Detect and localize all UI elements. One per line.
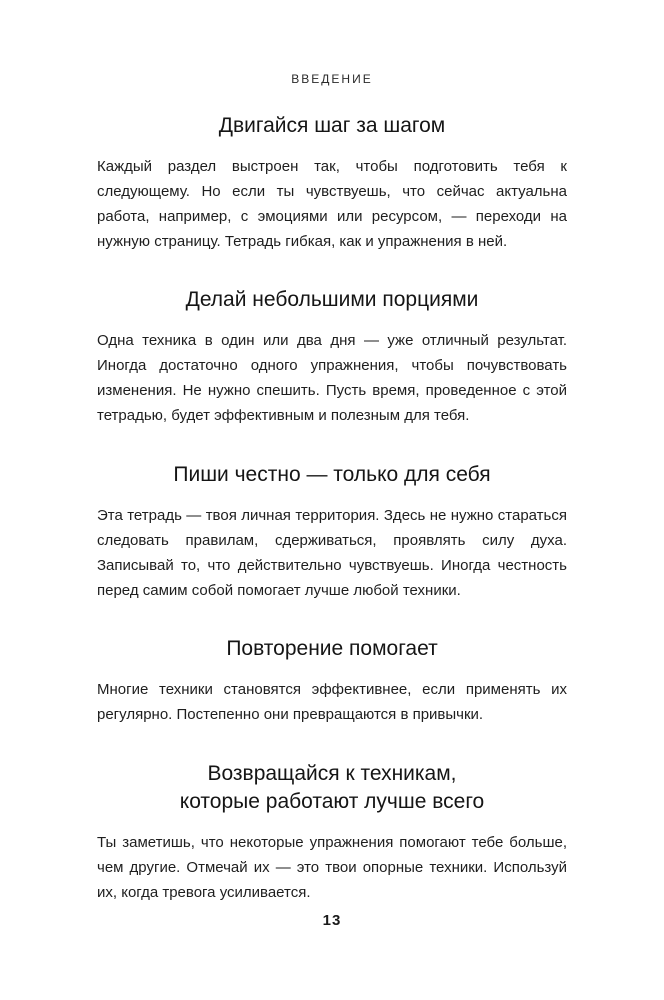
section-return-to-techniques — [97, 760, 567, 905]
section-heading: Двигайся шаг за шагом — [218, 114, 446, 137]
page-content — [97, 112, 567, 905]
section-heading-line-2: которые работают лучше всего — [179, 790, 485, 813]
section-small-portions — [97, 286, 567, 428]
section-paragraph: Эта тетрадь — твоя личная территория. Здесь не нужно стараться следовать правилам, сдерживаться, проявлять силу духа. Записывай то, что действительно чувствуешь. Иногда честность перед самим собой помогает лучше любой техники. — [97, 507, 567, 599]
section-heading: Повторение помогает — [226, 637, 438, 660]
section-repetition — [97, 635, 567, 727]
section-step-by-step — [97, 112, 567, 254]
page-number: 13 — [322, 912, 342, 929]
section-heading: Пиши честно — только для себя — [173, 463, 491, 486]
section-paragraph: Одна техника в один или два дня — уже отличный результат. Иногда достаточно одного упражнения, чтобы почувствовать изменения. Не нужно спешить. Пусть время, проведенное с этой тетрадью, будет эффективным и полезным для тебя. — [97, 332, 567, 424]
section-heading-line-1: Возвращайся к техникам, — [207, 762, 457, 785]
running-head: ВВЕДЕНИЕ — [291, 72, 373, 86]
section-paragraph: Многие техники становятся эффективнее, если применять их регулярно. Постепенно они превращаются в привычки. — [97, 681, 567, 723]
section-paragraph: Ты заметишь, что некоторые упражнения помогают тебе больше, чем другие. Отмечай их — это твои опорные техники. Используй их, когда тревога усиливается. — [97, 834, 567, 901]
section-paragraph: Каждый раздел выстроен так, чтобы подготовить тебя к следующему. Но если ты чувствуешь, что сейчас актуальна работа, например, с эмоциями или ресурсом, — переходи на нужную страницу. Тетрадь гибкая, как и упражнения в ней. — [97, 158, 567, 250]
section-write-honestly — [97, 461, 567, 603]
section-heading — [97, 760, 567, 816]
section-heading: Делай небольшими порциями — [185, 288, 479, 311]
